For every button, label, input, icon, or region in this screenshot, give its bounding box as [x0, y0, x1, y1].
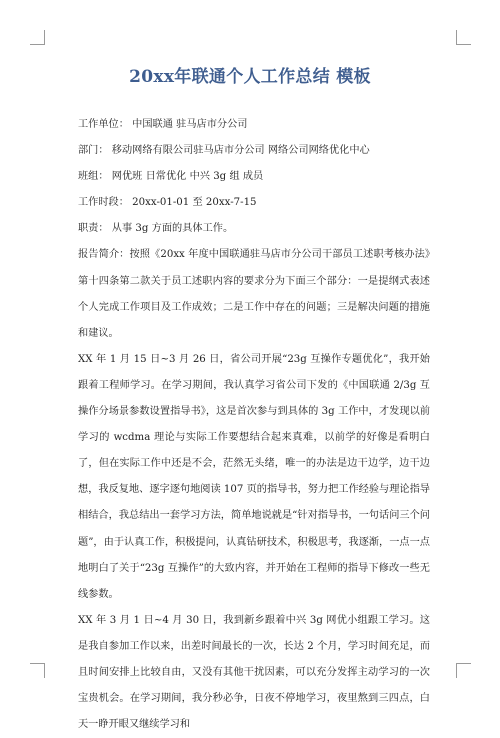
- crop-mark-top-right: [456, 30, 471, 45]
- body-paragraph: XX 年 1 月 15 日~3 月 26 日，省公司开展“23g 互操作专题优化”，我开始跟着工程师学习。在学习期间，我认真学习省公司下发的《中国联通 2/3g 互操作分场景参数设置指导书》，这是首次参与到具体的 3g 工作中，才发现以前学习的 wcdma 理论与实际工作要想结合起来真难，以前学的好像是看明白了，但在实际工作中还是不会，茫然无头绪，唯一的办法是边干边学，边干边想，我反复地、逐字逐句地阅读 107 页的指导书，努力把工作经验与理论指导相结合，我总结出一套学习方法，简单地说就是“针对指导书，一句话问三个问题”，由于认真工作，积极提问，认真钻研技术，积极思考，我逐渐，一点一点地明白了关于“23g 互操作”的大致内容，并开始在工程师的指导下修改一些无线参数。: [78, 353, 430, 600]
- document-title: 20xx年联通个人工作总结 模板: [129, 67, 371, 87]
- report-summary: 报告简介：按照《20xx 年度中国联通驻马店市分公司干部员工述职考核办法》第十四条第二款关于员工述职内容的要求分为下面三个部分：一是提纲式表述个人完成工作项目及工作成效；二是工作中存在的问题；三是解决问题的措施和建议。: [78, 249, 430, 339]
- crop-mark-top-left: [30, 30, 45, 45]
- body-paragraph: XX 年 3 月 1 日~4 月 30 日，我到新乡跟着中兴 3g 网优小组跟工学习。这是我自参加工作以来，出差时间最长的一次，长达 2 个月，学习时间充足，而且时间安排上比较自由，又没有其他干扰因素，可以充分发挥主动学习的一次宝贵机会。在学习期间，我分秒必争，日夜不停地学习，夜里熬到三四点，白天一睁开眼又继续学习和: [78, 614, 430, 731]
- crop-mark-bottom-left: [30, 663, 45, 678]
- document-body: [78, 112, 430, 738]
- meta-duty: 职责： 从事 3g 方面的具体工作。: [78, 223, 234, 235]
- meta-department: 部门： 移动网络有限公司驻马店市分公司 网络公司网络优化中心: [78, 145, 370, 157]
- meta-period: 工作时段： 20xx-01-01 至 20xx-7-15: [78, 197, 257, 209]
- crop-mark-bottom-right: [456, 663, 471, 678]
- meta-unit: 工作单位： 中国联通 驻马店市分公司: [78, 119, 248, 130]
- meta-team: 班组： 网优班 日常优化 中兴 3g 组 成员: [78, 171, 264, 183]
